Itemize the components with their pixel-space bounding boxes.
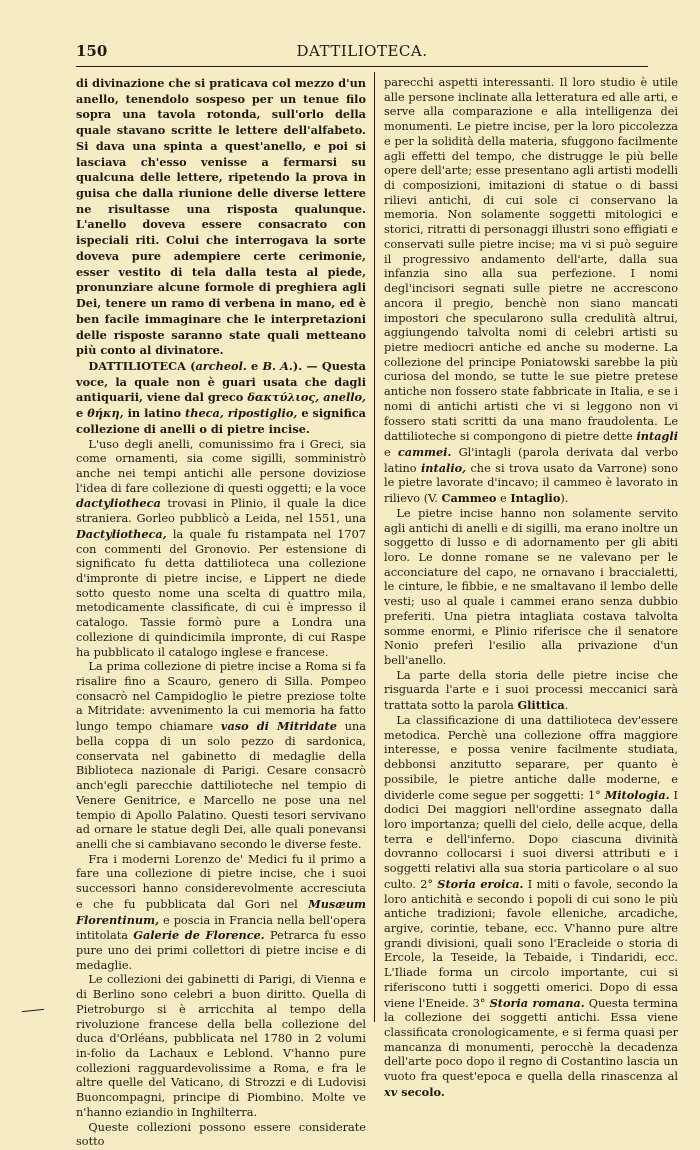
book-title: Dactyliotheca,	[76, 526, 167, 541]
text-run: e significa collezione di anelli o di pietre incise.	[76, 406, 366, 436]
term: intagli	[636, 429, 678, 444]
running-title: DATTILIOTECA.	[296, 42, 428, 60]
paragraph-roma	[76, 660, 366, 852]
cross-reference: Intaglio	[510, 491, 561, 506]
text-run: (	[185, 358, 196, 373]
text-run: Fra i moderni Lorenzo de' Medici fu il primo a fare una collezione di pietre incise, che i suoi successori hanno considerevolmente accresciuta e che fu pubblicata dal Gori nel	[76, 852, 366, 911]
text-run: .	[564, 699, 569, 713]
text-run: La classificazione di una dattilioteca dev'essere metodica. Perchè una collezione offra maggiore interesse, e possa venire facilmente studiata, debbonsi anzitutto separare, per quanto è possibile, le pietre antiche dalle moderne, e dividerle come segue per soggetti: 1°	[384, 713, 678, 802]
term: cammei.	[397, 444, 452, 459]
roman-numeral: xv	[384, 1084, 398, 1099]
text-run: parecchi aspetti interessanti. Il loro studio è utile alle persone inclinate alla letteratura ed alle arti, e serve alla comparazione e alla intelligenza dei monumenti. Le pietre incise, per la loro piccolezza e per la solidità della materia, sfuggono facilmente agli effetti del tempo, che distrugge le più belle opere dell'arte; esse presentano agli artisti modelli di composizioni, imitazioni di statue o di bassi rilievi antichi, di cui sole ci conservano la memoria. Non solamente soggetti mitologici e storici, ritratti di personaggi illustri sono effigiati e conservati sulle pietre incise; ma vi si può seguire il progressivo andamento dell'arte, dalla sua infanzia sino alla sua perfezione. I nomi degl'incisori segnati sulle pietre ne accrescono ancora il pregio, benchè non siano mancati impostori che specularono sulla credulità altrui, aggiungendo talvolta nomi di celebri artisti su pietre mediocri antiche ed anche su moderne. La collezione del principe Poniatowski sarebbe la più curiosa del mondo, se tutte le sue pietre pretese antiche non fossero state fabbricate in Italia, e se i nomi di antichi artisti che vi si leggono non vi fossero stati scritti da una mano fraudolenta. Le dattilioteche si compongono di pietre dette	[384, 76, 678, 444]
text-run: Questa termina la collezione dei soggetti antichi. Essa viene classificata cronologicamente, e si ferma quasi per mancanza di monumenti, perocchè la decadenza dell'arte poco dopo il regno di Costantino lascia un vuoto fra quest'epoca e quella della rinascenza al	[384, 996, 678, 1084]
text-run: La parte della storia delle pietre incise che risguarda l'arte e i suoi processi meccanici sarà trattata sotto la parola	[384, 668, 678, 713]
text-run: e	[384, 445, 398, 459]
text-run: che si trova usato da Varrone) sono le pietre lavorate d'incavo; il cammeo è lavorato in rilievo (V.	[384, 461, 679, 506]
column-divider	[374, 72, 375, 1022]
term: intalio,	[420, 460, 467, 475]
text-run: Petrarca fu esso pure uno dei primi collettori di pietre incise e di medaglie.	[76, 929, 366, 972]
paragraph-collezioni: Le collezioni dei gabinetti di Parigi, di Vienna e di Berlino sono celebri a buon diritto. Quella di Pietroburgo si è arricchita al tempo della rivoluzione francese della bella collezione del duca d'Orléans, pubblicata nel 1780 in 2 volumi in-folio da Lachaux e Leblond. V'hanno pure collezioni ragguardevolissime a Roma, e fra le altre quelle del Vaticano, di Strozzi e di Ludovisi Buoncompagni, principe di Piombino. Molte ve n'hanno eziandio in Inghilterra.	[76, 973, 366, 1119]
gloss: theca, ripostiglio,	[185, 406, 298, 421]
cross-reference: Glittica	[517, 698, 565, 713]
entry-headword: DATTILIOTECA	[88, 358, 186, 373]
corner-mark	[22, 1009, 44, 1012]
abbreviation: B. A.	[262, 358, 293, 373]
greek-word: δακτύλιος,	[247, 390, 320, 405]
text-run: e poscia in Francia nella bell'opera intitolata	[76, 913, 366, 943]
left-column	[76, 76, 366, 1149]
page-number: 150	[76, 42, 108, 60]
book-title: Musæum Florentinum,	[76, 896, 366, 927]
text-run: una bella coppa di un solo pezzo di sardonica, conservata nel gabinetto di medaglie della Biblioteca nazionale di Parigi. Cesare consacrò anch'egli parecchie dattilioteche nel tempio di Venere Genitrice, e Marcello ne pose una nel tempio di Apollo Palatino. Questi tesori servivano ad ornare le statue degli Dei, alle quali ponevansi anelli che si cambiavano secondo le diverse feste.	[76, 720, 366, 851]
text-run: la quale fu ristampata nel 1707 con commenti del Gronovio. Per estensione di significato fu detta dattilioteca una collezione d'impronte di pietre incise, e Lippert ne diede sotto questo nome una scelta di quattro mila, metodicamente classificate, di cui è impresso il catalogo. Tassie formò pure a Londra una collezione di quindicimila impronte, di cui Raspe ha pubblicato il catalogo inglese e francese.	[76, 527, 366, 659]
book-title: Galerie de Florence.	[133, 928, 265, 943]
text-run: I miti o favole, secondo la loro antichità e secondo i popoli di cui sono le più antiche tradizioni; favole elleniche, arcadiche, argive, corintie, tebane, ecc. V'hanno pure altre grandi divisioni, quali sono l'Eracleide o storia di Ercole, la Teseide, la Tebaide, i Tindaridi, ecc. L'Iliade forma un circolo importante, cui si riferiscono tutti i soggetti omerici. Dopo di essa viene l'Eneide. 3°	[384, 877, 678, 1010]
gloss: anello,	[323, 390, 366, 405]
term: dactyliotheca	[76, 496, 161, 511]
term: vaso di Mitridate	[220, 719, 337, 734]
paragraph-moderni	[76, 853, 366, 974]
text-run: e	[496, 492, 511, 506]
paragraph-anelli	[76, 438, 366, 661]
text-run: I dodici Dei maggiori nell'ordine assegnato dalla loro importanza; quelli del cielo, delle acque, della terra e dell'inferno. Dopo ciascuna divinità dovranno collocarsi i suoi diversi attributi e i soggetti relativi alla sua storia particolare o al suo culto. 2°	[384, 788, 678, 891]
text-run: secolo.	[397, 1084, 445, 1099]
text-run: La prima collezione di pietre incise a Roma si fa risalire fino a Scauro, genero di Silla. Pompeo consacrò nel Campidoglio le pietre preziose tolte a Mitridate: avvenimento la cui memoria ha fatto lungo tempo chiamare	[76, 660, 366, 734]
text-run: Gl'intagli (parola derivata dal verbo latino	[384, 445, 678, 475]
text-run: e	[246, 358, 263, 373]
text-run: in latino	[123, 406, 186, 421]
paragraph-glittica	[384, 669, 678, 714]
paragraph-divination-text: di divinazione che si praticava col mezzo d'un anello, tenendolo sospeso per un tenue filo sopra una tavola rotonda, sull'orlo della quale stavano scritte le lettere dell'alfabeto. Si dava una spinta a quest'anello, e poi si lasciava ch'esso venisse a fermarsi su qualcuna delle lettere, ripetendo la prova in guisa che dalla riunione delle diverse lettere ne risultasse una risposta qualunque. L'anello doveva essere consacrato con ispeciali riti. Colui che interrogava la sorte doveva pure adempiere certe cerimonie, esser vestito di tela dalla testa al piede, pronunziare alcune formole di preghiera agli Dei, tenere un ramo di verbena in mano, ed è ben facile immaginare che le interpretazioni delle risposte saranno state quali metteano più conto al divinatore.	[76, 76, 366, 358]
text-run: ).	[560, 492, 569, 506]
text-run: ). — Questa voce, la quale non è guari usata che dagli antiquarii, viene dal greco	[76, 358, 366, 405]
text-run: trovasi in Plinio, il quale la dice straniera. Gorleo pubblicò a Leida, nel 1551, una	[76, 497, 366, 526]
header-rule	[76, 66, 648, 67]
entry-dattilioteca	[76, 359, 366, 438]
cross-reference: Cammeo	[441, 491, 497, 506]
paragraph-aspetti	[384, 76, 678, 507]
text-run: L'uso degli anelli, comunissimo fra i Greci, sia come ornamenti, sia come sigilli, somministrò anche nei tempi antichi alle persone doviziose l'idea di fare collezione di questi oggetti; e la voce	[76, 437, 366, 495]
paragraph-classificazione	[384, 714, 678, 1101]
right-column	[384, 76, 679, 1099]
paragraph-divination	[76, 76, 366, 359]
abbreviation: archeol.	[195, 358, 247, 373]
section-label: Storia eroica.	[437, 876, 524, 891]
text-run: e	[76, 406, 88, 421]
paragraph-queste: Queste collezioni possono essere considerate sotto	[76, 1120, 366, 1149]
paragraph-pietre-incise: Le pietre incise hanno non solamente servito agli antichi di anelli e di sigilli, ma erano inoltre un soggetto di lusso e di adornamento per gli abiti loro. Le donne romane se ne valevano per le acconciature del capo, ne ornavano i braccialetti, le cinture, le fibbie, e ne smaltavano il lembo delle vesti; uso al quale i cammei erano senza dubbio preferiti. Una pietra intagliata costava talvolta somme enormi, e Plinio riferisce che il senatore Nonio preferì l'esilio alla privazione d'un bell'anello.	[384, 506, 678, 668]
section-label: Storia romana.	[489, 995, 585, 1010]
page-header	[76, 38, 648, 64]
section-label: Mitologia.	[604, 787, 670, 802]
greek-word: θήκη,	[87, 406, 124, 421]
